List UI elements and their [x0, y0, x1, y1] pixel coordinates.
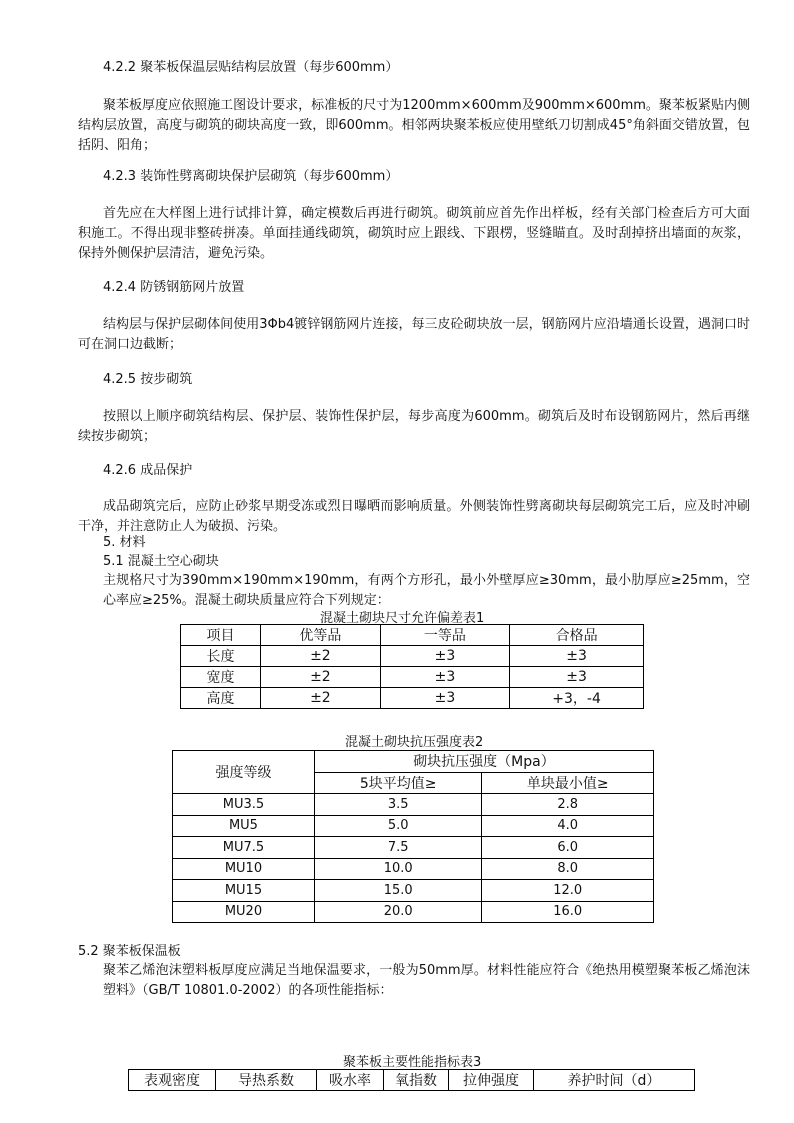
table-row — [173, 901, 654, 923]
table-row — [173, 837, 654, 859]
table3-eps-performance — [128, 1069, 695, 1091]
paragraph-4-2-6: 成品砌筑完后，应防止砂浆早期受冻或烈日曝晒而影响质量。外侧装饰性劈离砌块每层砌筑完工后，应及时冲刷干净，并注意防止人为破损、污染。 — [78, 499, 750, 534]
table-cell: +3，-4 — [510, 688, 644, 709]
table3-caption: 聚苯板主要性能指标表3 — [343, 1055, 482, 1070]
table-cell: MU15 — [173, 880, 315, 902]
table1-caption: 混凝土砌块尺寸允许偏差表1 — [320, 611, 485, 626]
section-heading-5: 5. 材料 — [103, 535, 146, 550]
table-cell: MU10 — [173, 858, 315, 880]
table-cell: ±3 — [510, 667, 644, 688]
section-heading-5-1: 5.1 混凝土空心砌块 — [103, 554, 219, 569]
paragraph-4-2-5: 按照以上顺序砌筑结构层、保护层、装饰性保护层，每步高度为600mm。砌筑后及时布设钢筋网片，然后再继续按步砌筑； — [78, 409, 750, 444]
table-cell: 5.0 — [314, 815, 482, 837]
section-heading-4-2-5: 4.2.5 按步砌筑 — [103, 372, 193, 387]
table-row — [173, 815, 654, 837]
table1-dimension-tolerance — [180, 624, 644, 709]
table-cell: ±3 — [380, 646, 509, 667]
table-cell: MU3.5 — [173, 794, 315, 816]
paragraph-4-2-3: 首先应在大样图上进行试排计算，确定模数后再进行砌筑。砌筑前应首先作出样板，经有关部门检查后方可大面积施工。不得出现非整砖拼凑。单面挂通线砌筑，砌筑时应上跟线、下跟楞，竖缝瞄直。及时刮掉挤出墙面的灰浆，保持外侧保护层清洁，避免污染。 — [78, 206, 750, 261]
table-row — [181, 646, 644, 667]
table-cell: MU7.5 — [173, 837, 315, 859]
table-cell: 4.0 — [482, 815, 654, 837]
paragraph-4-2-4: 结构层与保护层砌体间使用3Φb4镀锌钢筋网片连接，每三皮砼砌块放一层，钢筋网片应沿墙通长设置，遇洞口时可在洞口边截断； — [78, 317, 750, 352]
table-header-row — [129, 1070, 695, 1091]
table-cell: MU5 — [173, 815, 315, 837]
table-header-cell: 吸水率 — [317, 1070, 384, 1091]
table2-caption: 混凝土砌块抗压强度表2 — [345, 735, 484, 750]
table-cell: 16.0 — [482, 901, 654, 923]
table-row — [181, 688, 644, 709]
table-cell: ±3 — [510, 646, 644, 667]
table-cell: ±2 — [261, 688, 381, 709]
table-header-cell: 优等品 — [261, 625, 381, 646]
table-header-cell: 表观密度 — [129, 1070, 216, 1091]
table-cell: ±2 — [261, 646, 381, 667]
table-cell: 20.0 — [314, 901, 482, 923]
table-header-cell: 项目 — [181, 625, 261, 646]
table-cell: 宽度 — [181, 667, 261, 688]
table-header-row — [173, 751, 654, 773]
paragraph-5-2: 聚苯乙烯泡沫塑料板厚度应满足当地保温要求，一般为50mm厚。材料性能应符合《绝热用模塑聚苯板乙烯泡沫塑料》（GB/T 10801.0-2002）的各项性能指标： — [103, 963, 750, 998]
table-header-cell: 强度等级 — [173, 751, 315, 794]
table-cell: 8.0 — [482, 858, 654, 880]
section-heading-4-2-6: 4.2.6 成品保护 — [103, 463, 193, 478]
table-cell: 12.0 — [482, 880, 654, 902]
table-header-cell: 一等品 — [380, 625, 509, 646]
table-header-cell: 砌块抗压强度（Mpa） — [314, 751, 653, 773]
table-header-cell: 5块平均值≥ — [314, 772, 482, 794]
table-header-row — [181, 625, 644, 646]
table-row — [173, 880, 654, 902]
table-row — [173, 858, 654, 880]
section-heading-4-2-2: 4.2.2 聚苯板保温层贴结构层放置（每步600mm） — [103, 60, 399, 75]
table-header-cell: 合格品 — [510, 625, 644, 646]
table-cell: ±3 — [380, 667, 509, 688]
table-cell: 2.8 — [482, 794, 654, 816]
table-header-cell: 养护时间（d） — [534, 1070, 695, 1091]
section-heading-4-2-3: 4.2.3 装饰性劈离砌块保护层砌筑（每步600mm） — [103, 169, 399, 184]
table-cell: 15.0 — [314, 880, 482, 902]
table-cell: 6.0 — [482, 837, 654, 859]
paragraph-4-2-2: 聚苯板厚度应依照施工图设计要求，标准板的尺寸为1200mm×600mm及900mm×600mm。聚苯板紧贴内侧结构层放置，高度与砌筑的砌块高度一致，即600mm。相邻两块聚苯板应使用壁纸刀切割成45°角斜面交错放置，包括阴、阳角； — [78, 98, 750, 153]
section-heading-4-2-4: 4.2.4 防锈钢筋网片放置 — [103, 280, 245, 295]
table-cell: MU20 — [173, 901, 315, 923]
table-cell: 10.0 — [314, 858, 482, 880]
paragraph-5-1: 主规格尺寸为390mm×190mm×190mm，有两个方形孔，最小外壁厚应≥30mm，最小肋厚应≥25mm，空心率应≥25%。混凝土砌块质量应符合下列规定： — [103, 573, 750, 608]
table-cell: 高度 — [181, 688, 261, 709]
table-cell: ±2 — [261, 667, 381, 688]
table-row — [181, 667, 644, 688]
table-row — [173, 794, 654, 816]
table-cell: ±3 — [380, 688, 509, 709]
table-cell: 7.5 — [314, 837, 482, 859]
table-header-cell: 氧指数 — [384, 1070, 449, 1091]
table-header-cell: 导热系数 — [216, 1070, 317, 1091]
table2-compressive-strength — [172, 750, 654, 923]
table-cell: 长度 — [181, 646, 261, 667]
table-cell: 3.5 — [314, 794, 482, 816]
section-heading-5-2: 5.2 聚苯板保温板 — [78, 944, 181, 959]
table-header-cell: 拉伸强度 — [449, 1070, 534, 1091]
table-header-cell: 单块最小值≥ — [482, 772, 654, 794]
